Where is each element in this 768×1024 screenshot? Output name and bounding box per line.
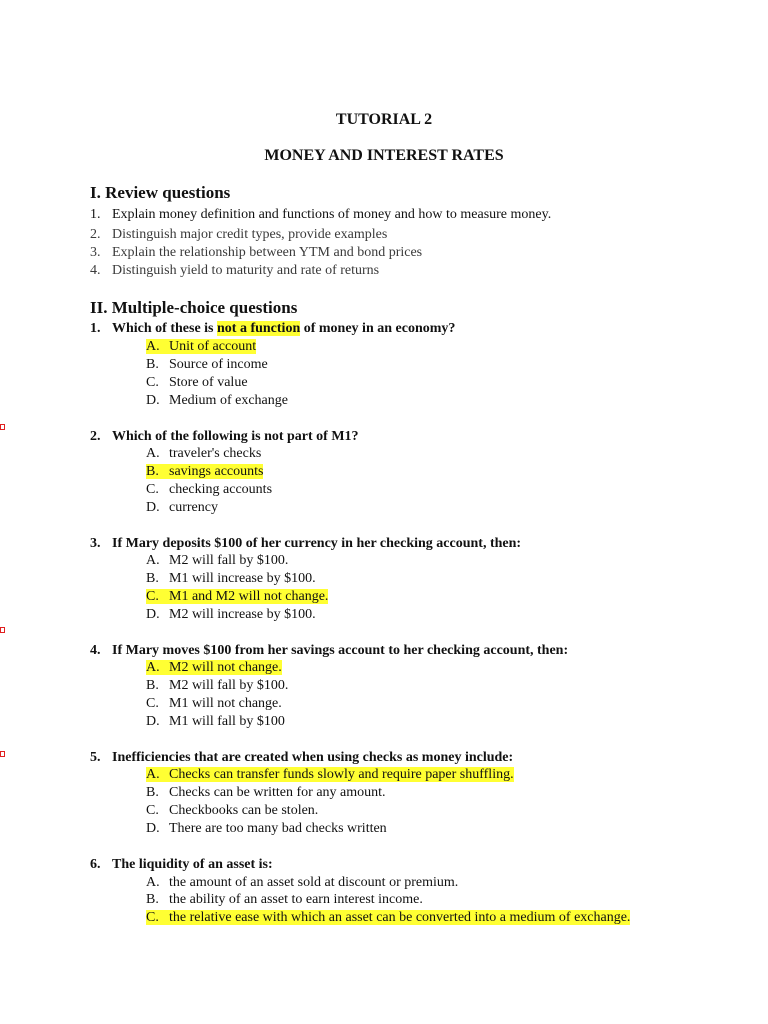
question-1 <box>90 320 455 338</box>
review-item-number: 3. <box>90 245 101 260</box>
option-letter: D. <box>146 500 160 515</box>
question-4 <box>90 642 568 660</box>
option-text: the relative ease with which an asset can be converted into a medium of exchange. <box>169 910 631 925</box>
review-item-text: Distinguish yield to maturity and rate of returns <box>112 263 380 278</box>
answer-option <box>146 606 316 624</box>
answer-option <box>146 695 282 713</box>
document-title: TUTORIAL 2 <box>335 111 433 128</box>
option-text: M1 and M2 will not change. <box>169 589 329 604</box>
option-text: Checks can transfer funds slowly and require paper shuffling. <box>169 767 514 782</box>
question-number: 6. <box>90 857 101 872</box>
answer-option <box>146 356 268 374</box>
review-questions-heading: I. Review questions <box>90 183 231 202</box>
answer-option <box>146 909 630 927</box>
question-number: 1. <box>90 321 101 336</box>
question-text: The liquidity of an asset is: <box>112 857 273 872</box>
question-2 <box>90 428 359 446</box>
option-text: M1 will not change. <box>169 696 282 711</box>
document-subtitle: MONEY AND INTEREST RATES <box>264 147 504 164</box>
option-text: M2 will not change. <box>169 660 282 675</box>
option-text: savings accounts <box>169 464 264 479</box>
answer-option <box>146 338 256 356</box>
selected-answer-highlight <box>146 660 282 675</box>
question-number: 3. <box>90 536 101 551</box>
option-text: currency <box>169 500 218 515</box>
option-letter: B. <box>146 571 159 586</box>
option-letter: C. <box>146 375 159 390</box>
option-text: M1 will increase by $100. <box>169 571 316 586</box>
review-item-text: Explain the relationship between YTM and bond prices <box>112 245 423 260</box>
review-item <box>90 244 422 262</box>
question-text: Inefficiencies that are created when using checks as money include: <box>112 750 514 765</box>
option-text: Checks can be written for any amount. <box>169 785 386 800</box>
answer-option <box>146 463 263 481</box>
option-text: traveler's checks <box>169 446 262 461</box>
answer-option <box>146 766 514 784</box>
option-letter: D. <box>146 607 160 622</box>
answer-option <box>146 659 282 677</box>
question-text-part: of money in an economy? <box>300 321 456 336</box>
review-item-number: 2. <box>90 227 101 242</box>
option-letter: C. <box>146 696 159 711</box>
option-letter: C. <box>146 910 159 925</box>
option-text: Medium of exchange <box>169 393 288 408</box>
selected-answer-highlight <box>146 767 514 782</box>
option-letter: B. <box>146 357 159 372</box>
question-text: If Mary moves $100 from her savings account to her checking account, then: <box>112 643 569 658</box>
option-letter: D. <box>146 714 160 729</box>
multiple-choice-heading: II. Multiple-choice questions <box>90 298 298 317</box>
option-letter: C. <box>146 803 159 818</box>
option-letter: B. <box>146 785 159 800</box>
question-number: 2. <box>90 429 101 444</box>
option-text: Checkbooks can be stolen. <box>169 803 319 818</box>
margin-marker <box>0 424 5 430</box>
option-text: There are too many bad checks written <box>169 821 387 836</box>
selected-answer-highlight <box>146 464 263 479</box>
question-5 <box>90 749 513 767</box>
review-item-text: Explain money definition and functions of money and how to measure money. <box>112 207 552 222</box>
answer-option <box>146 713 285 731</box>
answer-option <box>146 552 288 570</box>
answer-option <box>146 677 288 695</box>
option-text: the ability of an asset to earn interest income. <box>169 892 423 907</box>
option-letter: A. <box>146 875 160 890</box>
option-letter: D. <box>146 821 160 836</box>
option-letter: A. <box>146 553 160 568</box>
review-item-number: 4. <box>90 263 101 278</box>
selected-answer-highlight <box>146 589 328 604</box>
option-letter: C. <box>146 589 159 604</box>
option-letter: A. <box>146 446 160 461</box>
option-text: M1 will fall by $100 <box>169 714 285 729</box>
review-item <box>90 206 551 224</box>
question-highlight: not a function <box>217 321 301 336</box>
answer-option <box>146 499 218 517</box>
margin-marker <box>0 627 5 633</box>
answer-option <box>146 481 272 499</box>
margin-marker <box>0 751 5 757</box>
answer-option <box>146 891 423 909</box>
answer-option <box>146 820 387 838</box>
answer-option <box>146 374 248 392</box>
answer-option <box>146 784 386 802</box>
review-item-text: Distinguish major credit types, provide examples <box>112 227 388 242</box>
option-letter: B. <box>146 464 159 479</box>
option-letter: A. <box>146 660 160 675</box>
answer-option <box>146 445 261 463</box>
answer-option <box>146 588 328 606</box>
option-text: Unit of account <box>169 339 257 354</box>
selected-answer-highlight <box>146 339 256 354</box>
answer-option <box>146 570 316 588</box>
answer-option <box>146 392 288 410</box>
option-text: checking accounts <box>169 482 273 497</box>
option-text: M2 will fall by $100. <box>169 553 289 568</box>
question-6 <box>90 856 273 874</box>
question-number: 4. <box>90 643 101 658</box>
answer-option <box>146 802 318 820</box>
option-letter: B. <box>146 678 159 693</box>
question-text: Which of the following is not part of M1? <box>112 429 359 444</box>
option-text: the amount of an asset sold at discount or premium. <box>169 875 459 890</box>
option-text: M2 will increase by $100. <box>169 607 316 622</box>
option-letter: A. <box>146 339 160 354</box>
option-letter: A. <box>146 767 160 782</box>
review-item-number: 1. <box>90 207 101 222</box>
review-item <box>90 226 387 244</box>
option-text: Source of income <box>169 357 268 372</box>
option-letter: B. <box>146 892 159 907</box>
selected-answer-highlight <box>146 910 630 925</box>
option-letter: D. <box>146 393 160 408</box>
review-item <box>90 262 379 280</box>
option-text: Store of value <box>169 375 248 390</box>
question-text-part: Which of these is <box>112 321 217 336</box>
option-letter: C. <box>146 482 159 497</box>
question-text: If Mary deposits $100 of her currency in her checking account, then: <box>112 536 522 551</box>
option-text: M2 will fall by $100. <box>169 678 289 693</box>
question-3 <box>90 535 521 553</box>
question-number: 5. <box>90 750 101 765</box>
answer-option <box>146 874 458 892</box>
